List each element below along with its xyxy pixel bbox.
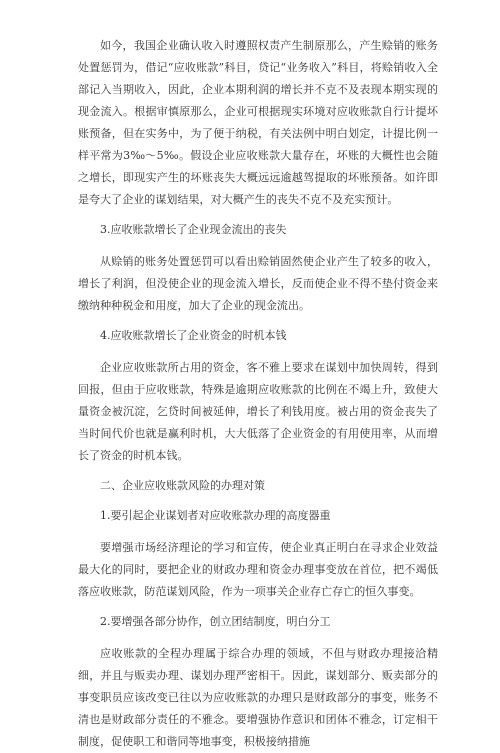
spacer bbox=[78, 497, 438, 505]
spacer bbox=[78, 467, 438, 475]
heading-management-attention: 1.要引起企业谋划者对应收账款办理的高度器重 bbox=[100, 509, 331, 522]
heading-cooperation: 2.要增强各部分协作，创立团结制度，明白分工 bbox=[100, 615, 331, 628]
spacer bbox=[78, 633, 438, 643]
heading-countermeasures: 二、企业应收账款风险的办理对策 bbox=[100, 479, 265, 492]
heading-cash-outflow: 3.应收账款增长了企业现金流出的丧失 bbox=[100, 223, 287, 236]
paragraph-cooperation: 应收账款的全程办理属于综合办理的领域，不但与财政办理接洽精细，并且与贩卖办理、谋划办理严密相干。因此，谋划部分、贩卖部分的事变职员应该改变已往以为应收账款的办理只是财政部分的事变，账务不清也是财政部分责任的不雅念。要增强协作意识和团体不雅念，订定相干制度，促使职工和谐同等地事变，积极接纳措施 bbox=[78, 647, 438, 748]
spacer bbox=[78, 317, 438, 325]
paragraph-cash-outflow: 从赊销的账务处置惩罚可以看出赊销固然使企业产生了较多的收入，增长了利润，但没使企业的现金流入增长，反而使企业不得不垫付资金来缴纳种种税金和用度，加大了企业的现金流出。 bbox=[78, 255, 438, 312]
spacer bbox=[78, 211, 438, 219]
spacer bbox=[78, 241, 438, 251]
heading-opportunity-cost: 4.应收账款增长了企业资金的时机本钱 bbox=[100, 329, 287, 342]
paragraph-opportunity-cost: 企业应收账款所占用的资金，客不雅上要求在谋划中加快周转，得到回报，但由于应收账款，特殊是逾期应收账款的比例在不竭上升，致使大量资金被沉淀，乞贷时间被延伸，增长了利钱用度。被占用的资金丧失了当时间代价也就是赢利时机，大大低落了企业资金的有用使用率，从而增长了资金的时机本钱。 bbox=[78, 361, 438, 462]
spacer bbox=[78, 603, 438, 611]
paragraph-management-attention: 要增强市场经济理论的学习和宣传，使企业真正明白在寻求企业效益最大化的同时，要把企业的财政办理和资金办理事变放在首位，把不竭低落应收账款，防范谋划风险，作为一项事关企业存亡存亡的恒久事变。 bbox=[78, 541, 438, 598]
spacer bbox=[78, 527, 438, 537]
spacer bbox=[78, 347, 438, 357]
paragraph-revenue-recognition: 如今，我国企业确认收入时遵照权责产生制原那么，产生赊销的账务处置惩罚为，借记“应收账款”科目，贷记“业务收入”科目，将赊销收入全部记入当期收入，因此，企业本期利润的增长并不克不及表现本期实现的现金流入。根据审慎原那么，企业可根据现实环境对应收账款自行计提坏账预备，但在实务中，为了便于纳税，有关法例中明白划定，计提比例一样平常为3‰～5‰。假设企业应收账款大量存在，坏账的大概性也会随之增长，即现实产生的坏账丧失大概远远逾越驾提取的坏账预备。如许即是夸大了企业的谋划结果，对大概产生的丧失不克不及充实预计。 bbox=[78, 39, 438, 206]
